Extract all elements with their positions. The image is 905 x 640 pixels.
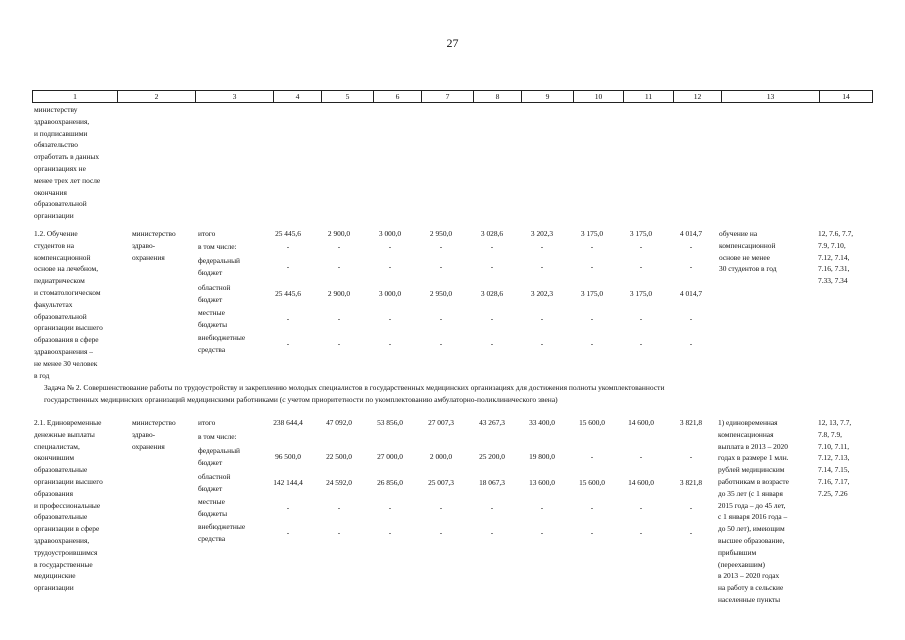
- row1-source-1: в том числе:: [198, 242, 237, 251]
- row1-value-cell: -: [286, 314, 290, 323]
- row2-value-cell: 96 500,0: [275, 452, 301, 461]
- row1-value-cell: -: [490, 314, 494, 323]
- row1-value-cell: 3 202,3: [530, 289, 554, 298]
- row2-value-cell: 3 821,8: [679, 418, 703, 427]
- row2-value-cell: -: [490, 503, 494, 512]
- row1-value-cell: -: [439, 242, 443, 251]
- row1-value-cell: 3 028,6: [480, 229, 504, 238]
- row2-value-cell: 22 500,0: [326, 452, 352, 461]
- row1-value-cell: -: [388, 262, 392, 271]
- row1-value-cell: 3 202,3: [530, 229, 554, 238]
- row1-value-cell: -: [540, 262, 544, 271]
- row1-source-5: внебюджетные средства: [198, 333, 246, 354]
- row2-value-cell: -: [439, 503, 443, 512]
- row1-value-cell: -: [590, 339, 594, 348]
- column-header-2: 2: [118, 91, 196, 103]
- row2-value-cell: 238 644,4: [273, 418, 303, 427]
- row0-description: министерству здравоохранения, и подписавшими обязательство отработать в данных организациях не менее трех лет после окончания образовательной организации: [34, 105, 101, 221]
- row1-value-cell: 4 014,7: [679, 289, 703, 298]
- row1-value-cell: -: [337, 339, 341, 348]
- row1-value-cell: 3 175,0: [629, 289, 653, 298]
- row1-value-cell: -: [439, 262, 443, 271]
- column-header-11: 11: [624, 91, 674, 103]
- row1-value-cell: 3 175,0: [580, 289, 604, 298]
- row2-source-5: внебюджетные средства: [198, 522, 246, 543]
- column-header-13: 13: [722, 91, 820, 103]
- row1-value-cell: -: [590, 242, 594, 251]
- row1-value-cell: 2 900,0: [327, 289, 351, 298]
- column-header-3: 3: [196, 91, 274, 103]
- column-header-6: 6: [374, 91, 422, 103]
- column-number-header: [32, 90, 873, 103]
- row1-value-cell: -: [639, 314, 643, 323]
- row1-value-cell: -: [286, 242, 290, 251]
- row2-description: 2.1. Единовременные денежные выплаты специалистам, окончившим образовательные организации высшего образования и профессиональные образовательные организации в сфере здравоохранения, трудоустроившимся в государственные медицинские организации: [34, 418, 103, 593]
- column-header-1: 1: [33, 91, 118, 103]
- row2-value-cell: -: [590, 503, 594, 512]
- row1-value-cell: -: [388, 314, 392, 323]
- page-number: 27: [446, 36, 459, 50]
- row1-value-cell: -: [439, 314, 443, 323]
- row2-source-0: итого: [198, 418, 216, 427]
- row2-source-3: областной бюджет: [198, 472, 231, 493]
- row1-value-cell: 4 014,7: [679, 229, 703, 238]
- row1-value-cell: -: [490, 262, 494, 271]
- column-header-10: 10: [574, 91, 624, 103]
- row2-value-cell: -: [439, 528, 443, 537]
- row1-value-cell: -: [439, 339, 443, 348]
- row2-value-cell: 33 400,0: [529, 418, 555, 427]
- row1-value-cell: 25 445,6: [275, 229, 301, 238]
- row1-value-cell: 3 175,0: [629, 229, 653, 238]
- column-header-14: 14: [820, 91, 873, 103]
- row1-executor: министерство здраво- охранения: [132, 229, 176, 262]
- column-header-5: 5: [322, 91, 374, 103]
- row1-value-cell: 3 000,0: [378, 289, 402, 298]
- row1-value-cell: -: [337, 262, 341, 271]
- row1-value-cell: -: [540, 314, 544, 323]
- row2-value-cell: -: [689, 528, 693, 537]
- row2-value-cell: 19 800,0: [529, 452, 555, 461]
- row2-value-cell: -: [337, 503, 341, 512]
- row1-value-cell: -: [689, 339, 693, 348]
- row1-value-cell: 3 000,0: [378, 229, 402, 238]
- row1-value-cell: -: [540, 242, 544, 251]
- row1-value-cell: 2 900,0: [327, 229, 351, 238]
- row1-value-cell: -: [490, 242, 494, 251]
- row1-value-cell: -: [689, 262, 693, 271]
- row2-value-cell: -: [639, 503, 643, 512]
- row2-source-4: местные бюджеты: [198, 497, 228, 518]
- row1-result: обучение на компенсационной основе не менее 30 студентов в год: [719, 229, 777, 274]
- task-2-heading: Задача № 2. Совершенствование работы по трудоустройству и закреплению молодых специалистов в государственных медицинских организациях для достижения полноты укомплектованности государственных медицинских организаций медицинскими работниками (с учетом приоритетности по укомплектованию амбулаторно-поликлинического звена): [44, 383, 665, 404]
- column-header-8: 8: [474, 91, 522, 103]
- row1-value-cell: -: [286, 339, 290, 348]
- row2-value-cell: 25 200,0: [479, 452, 505, 461]
- row1-value-cell: 2 950,0: [429, 229, 453, 238]
- row1-value-cell: -: [490, 339, 494, 348]
- row1-value-cell: -: [639, 339, 643, 348]
- row1-value-cell: 2 950,0: [429, 289, 453, 298]
- row1-links: 12, 7.6, 7.7, 7.9, 7.10, 7.12, 7.14, 7.16, 7.31, 7.33, 7.34: [818, 229, 854, 286]
- row1-value-cell: -: [540, 339, 544, 348]
- row2-links: 12, 13, 7.7, 7.8, 7.9, 7.10, 7.11, 7.12, 7.13, 7.14, 7.15, 7.16, 7.17, 7.25, 7.26: [818, 418, 852, 498]
- row1-value-cell: -: [286, 262, 290, 271]
- row2-value-cell: 14 600,0: [628, 478, 654, 487]
- row1-value-cell: -: [689, 242, 693, 251]
- row1-description: 1.2. Обучение студентов на компенсационной основе на лечебном, педиатрическом и стоматологическом факультетах образовательной организации высшего образования в сфере здравоохранения – не менее 30 человек в год: [34, 229, 103, 380]
- row2-value-cell: -: [490, 528, 494, 537]
- row2-value-cell: -: [590, 452, 594, 461]
- row2-source-2: федеральный бюджет: [198, 446, 240, 467]
- row2-value-cell: -: [388, 503, 392, 512]
- row1-value-cell: -: [337, 242, 341, 251]
- row2-value-cell: -: [639, 528, 643, 537]
- row2-value-cell: -: [639, 452, 643, 461]
- row2-value-cell: 2 000,0: [429, 452, 453, 461]
- row1-value-cell: -: [639, 242, 643, 251]
- row2-value-cell: 27 000,0: [377, 452, 403, 461]
- row2-value-cell: 26 856,0: [377, 478, 403, 487]
- row1-value-cell: -: [689, 314, 693, 323]
- row2-result: 1) единовременная компенсационная выплата в 2013 – 2020 годах в размере 1 млн. рублей медицинским работникам в возрасте до 35 лет (с 1 января 2015 года – до 45 лет, с 1 января 2016 года – до 50 лет), имеющим высшее образование, прибывшим (переехавшим) в 2013 – 2020 годах на работу в сельские населенные пункты: [718, 418, 789, 604]
- row1-value-cell: 25 445,6: [275, 289, 301, 298]
- row2-value-cell: 53 856,0: [377, 418, 403, 427]
- row1-source-2: федеральный бюджет: [198, 256, 240, 277]
- row1-value-cell: -: [388, 339, 392, 348]
- column-header-4: 4: [274, 91, 322, 103]
- row2-value-cell: -: [590, 528, 594, 537]
- row2-value-cell: 25 007,3: [428, 478, 454, 487]
- row1-value-cell: 3 175,0: [580, 229, 604, 238]
- row2-value-cell: -: [286, 503, 290, 512]
- row2-value-cell: 3 821,8: [679, 478, 703, 487]
- column-header-9: 9: [522, 91, 574, 103]
- row2-value-cell: 142 144,4: [273, 478, 303, 487]
- row1-source-3: областной бюджет: [198, 283, 231, 304]
- row1-value-cell: -: [639, 262, 643, 271]
- row1-source-4: местные бюджеты: [198, 308, 228, 329]
- row1-value-cell: -: [590, 262, 594, 271]
- row2-value-cell: -: [388, 528, 392, 537]
- row1-value-cell: -: [388, 242, 392, 251]
- row2-value-cell: 43 267,3: [479, 418, 505, 427]
- row2-executor: министерство здраво- охранения: [132, 418, 176, 451]
- row2-value-cell: 15 600,0: [579, 478, 605, 487]
- row2-value-cell: 24 592,0: [326, 478, 352, 487]
- row1-source-0: итого: [198, 229, 216, 238]
- row2-value-cell: -: [689, 452, 693, 461]
- column-header-7: 7: [422, 91, 474, 103]
- row2-value-cell: 27 007,3: [428, 418, 454, 427]
- row1-value-cell: -: [337, 314, 341, 323]
- row2-value-cell: -: [540, 503, 544, 512]
- row2-value-cell: 14 600,0: [628, 418, 654, 427]
- row2-value-cell: 13 600,0: [529, 478, 555, 487]
- row2-source-1: в том числе:: [198, 432, 237, 441]
- row2-value-cell: -: [689, 503, 693, 512]
- row1-value-cell: 3 028,6: [480, 289, 504, 298]
- row2-value-cell: -: [540, 528, 544, 537]
- row2-value-cell: 15 600,0: [579, 418, 605, 427]
- row2-value-cell: 18 067,3: [479, 478, 505, 487]
- row2-value-cell: -: [337, 528, 341, 537]
- row2-value-cell: 47 092,0: [326, 418, 352, 427]
- row2-value-cell: -: [286, 528, 290, 537]
- row1-value-cell: -: [590, 314, 594, 323]
- column-header-12: 12: [674, 91, 722, 103]
